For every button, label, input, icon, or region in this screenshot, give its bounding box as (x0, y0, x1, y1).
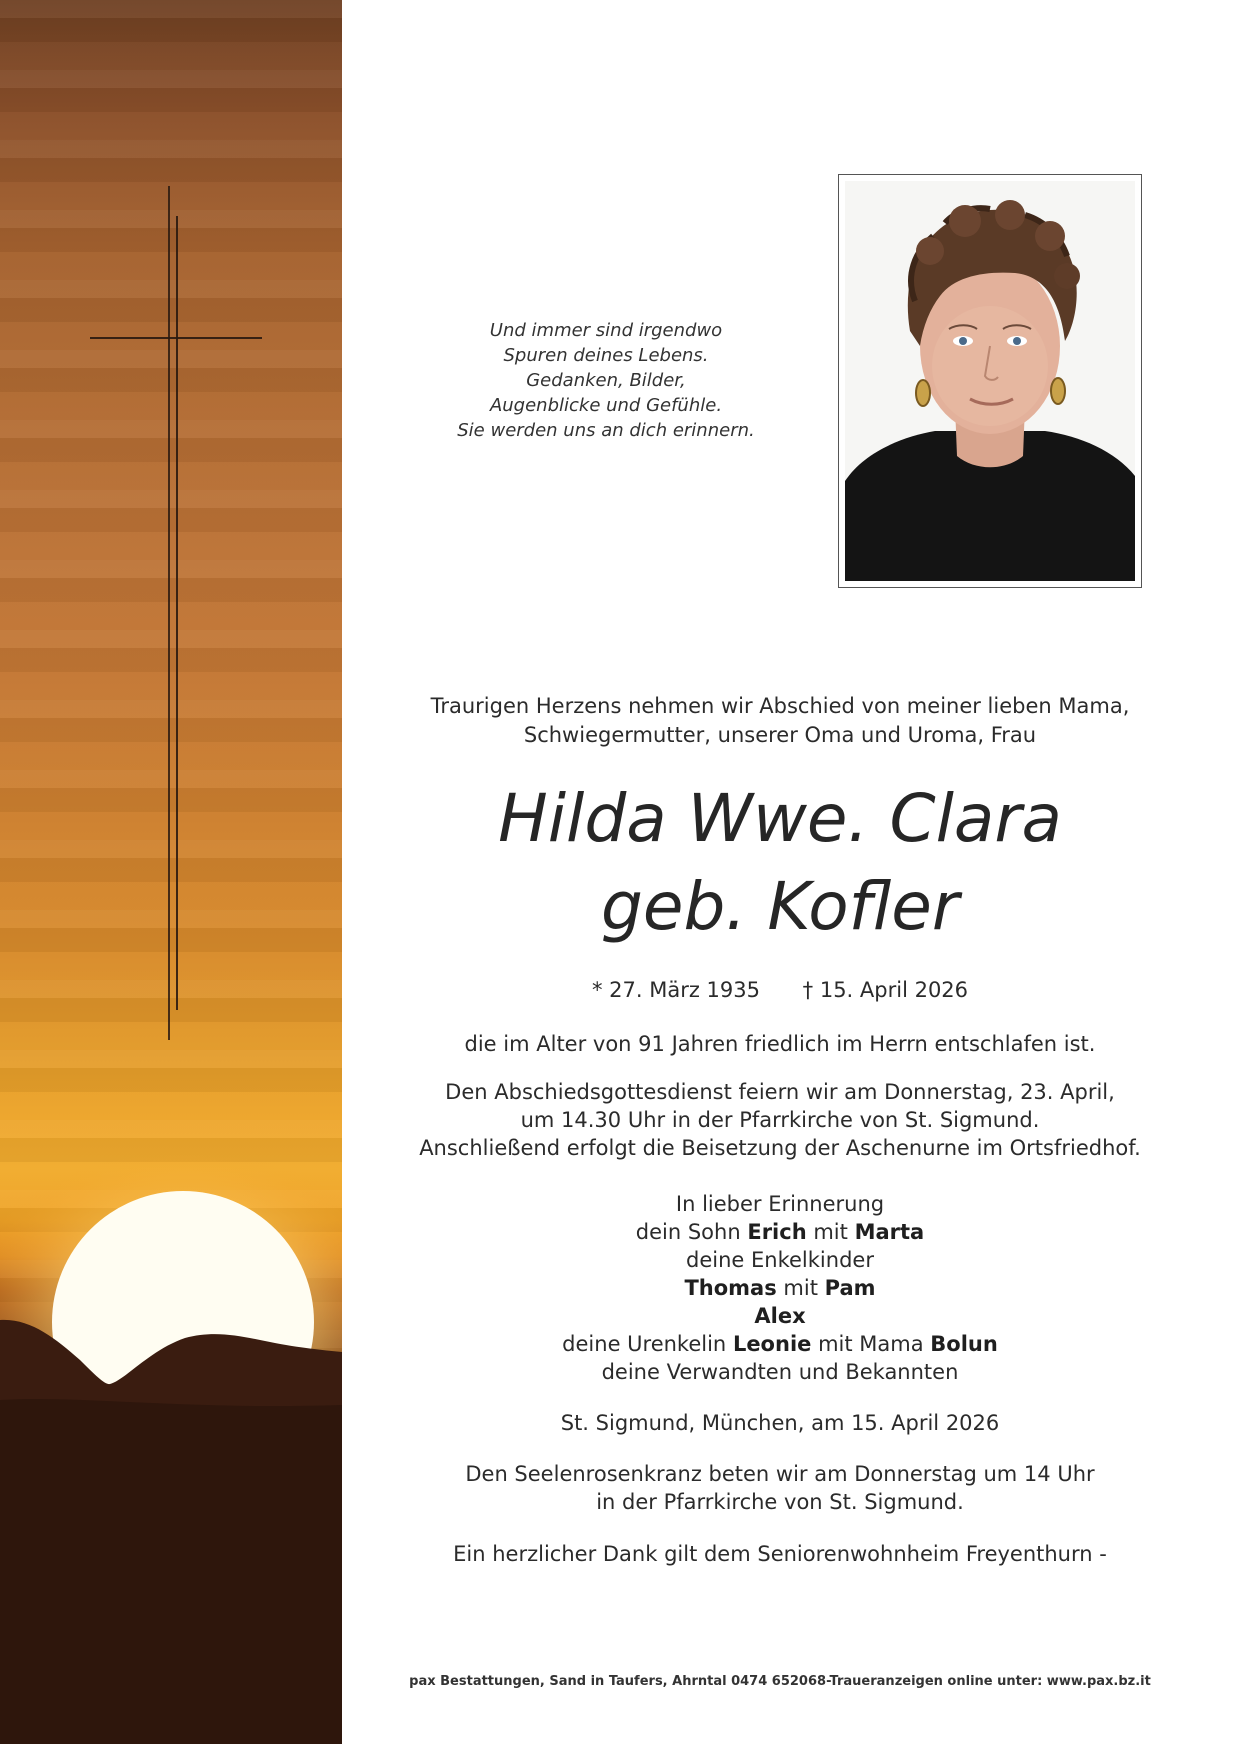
mourner-text: mit Mama (818, 1332, 924, 1356)
mourner-name: Alex (754, 1304, 806, 1328)
mourner-name: Bolun (930, 1332, 998, 1356)
mourner-name: Pam (824, 1276, 876, 1300)
portrait-illustration (845, 181, 1135, 581)
verse-line: Und immer sind irgendwo (489, 320, 723, 341)
rosary-line: in der Pfarrkirche von St. Sigmund. (596, 1490, 964, 1514)
funeral-service-info (380, 1078, 1180, 1162)
relatives-line: deine Verwandten und Bekannten (601, 1360, 959, 1384)
rosary-line: Den Seelenrosenkranz beten wir am Donnerstag um 14 Uhr (465, 1462, 1095, 1486)
mourner-grandchild-line (380, 1302, 1180, 1330)
death-date: † 15. April 2026 (802, 978, 969, 1002)
portrait-photo (845, 181, 1135, 581)
grandchildren-label: deine Enkelkinder (686, 1248, 874, 1272)
foreground-shade (0, 1399, 342, 1744)
name-line: Hilda Wwe. Clara (498, 780, 1062, 857)
thanks-line: Ein herzlicher Dank gilt dem Seniorenwohnheim Freyenthurn - (453, 1542, 1107, 1566)
announcement-intro (390, 692, 1170, 750)
sunset-scene (0, 0, 342, 1744)
maiden-name-line: geb. Kofler (600, 868, 960, 945)
mourners-list (380, 1190, 1180, 1386)
mourner-text: dein Sohn (635, 1220, 741, 1244)
mourners-intro: In lieber Erinnerung (675, 1192, 885, 1216)
mourner-text: mit (783, 1276, 818, 1300)
birth-date: * 27. März 1935 (591, 978, 760, 1002)
verse-line: Gedanken, Bilder, (526, 370, 686, 391)
cross-bar (90, 337, 262, 339)
verse-line: Augenblicke und Gefühle. (489, 395, 723, 416)
mourner-son-line (380, 1218, 1180, 1246)
deceased-name (390, 775, 1170, 951)
funeral-home-footer: pax Bestattungen, Sand in Taufers, Ahrntal 0474 652068-Traueranzeigen online unter: www.pax.bz.it (409, 1674, 1151, 1689)
service-line: um 14.30 Uhr in der Pfarrkirche von St. Sigmund. (520, 1108, 1040, 1132)
mourner-grandchild-line (380, 1274, 1180, 1302)
service-line: Anschließend erfolgt die Beisetzung der Aschenurne im Ortsfriedhof. (419, 1136, 1141, 1160)
cross-line-outer (168, 186, 170, 1040)
mourner-name: Marta (854, 1220, 925, 1244)
mourner-name: Leonie (732, 1332, 812, 1356)
mourner-name: Thomas (684, 1276, 777, 1300)
mourner-text: mit (813, 1220, 848, 1244)
portrait-frame (838, 174, 1142, 588)
service-line: Den Abschiedsgottesdienst feiern wir am Donnerstag, 23. April, (445, 1080, 1115, 1104)
life-dates (390, 975, 1170, 1005)
age-line: die im Alter von 91 Jahren friedlich im Herrn entschlafen ist. (464, 1032, 1096, 1056)
cross-line-inner (176, 216, 178, 1010)
memorial-verse (420, 318, 792, 443)
place-date-line: St. Sigmund, München, am 15. April 2026 (560, 1411, 1000, 1435)
thanks-note (380, 1540, 1180, 1568)
rosary-info (380, 1460, 1180, 1516)
verse-line: Spuren deines Lebens. (503, 345, 709, 366)
mourner-name: Erich (747, 1220, 807, 1244)
age-statement (380, 1030, 1180, 1058)
place-and-date (380, 1409, 1180, 1437)
mourner-great-grandchild-line (380, 1330, 1180, 1358)
intro-line: Traurigen Herzens nehmen wir Abschied von meiner lieben Mama, (430, 694, 1130, 718)
sunset-panel (0, 0, 342, 1744)
mourner-text: deine Urenkelin (562, 1332, 727, 1356)
verse-line: Sie werden uns an dich erinnern. (457, 420, 755, 441)
intro-line: Schwiegermutter, unserer Oma und Uroma, Frau (523, 723, 1037, 747)
